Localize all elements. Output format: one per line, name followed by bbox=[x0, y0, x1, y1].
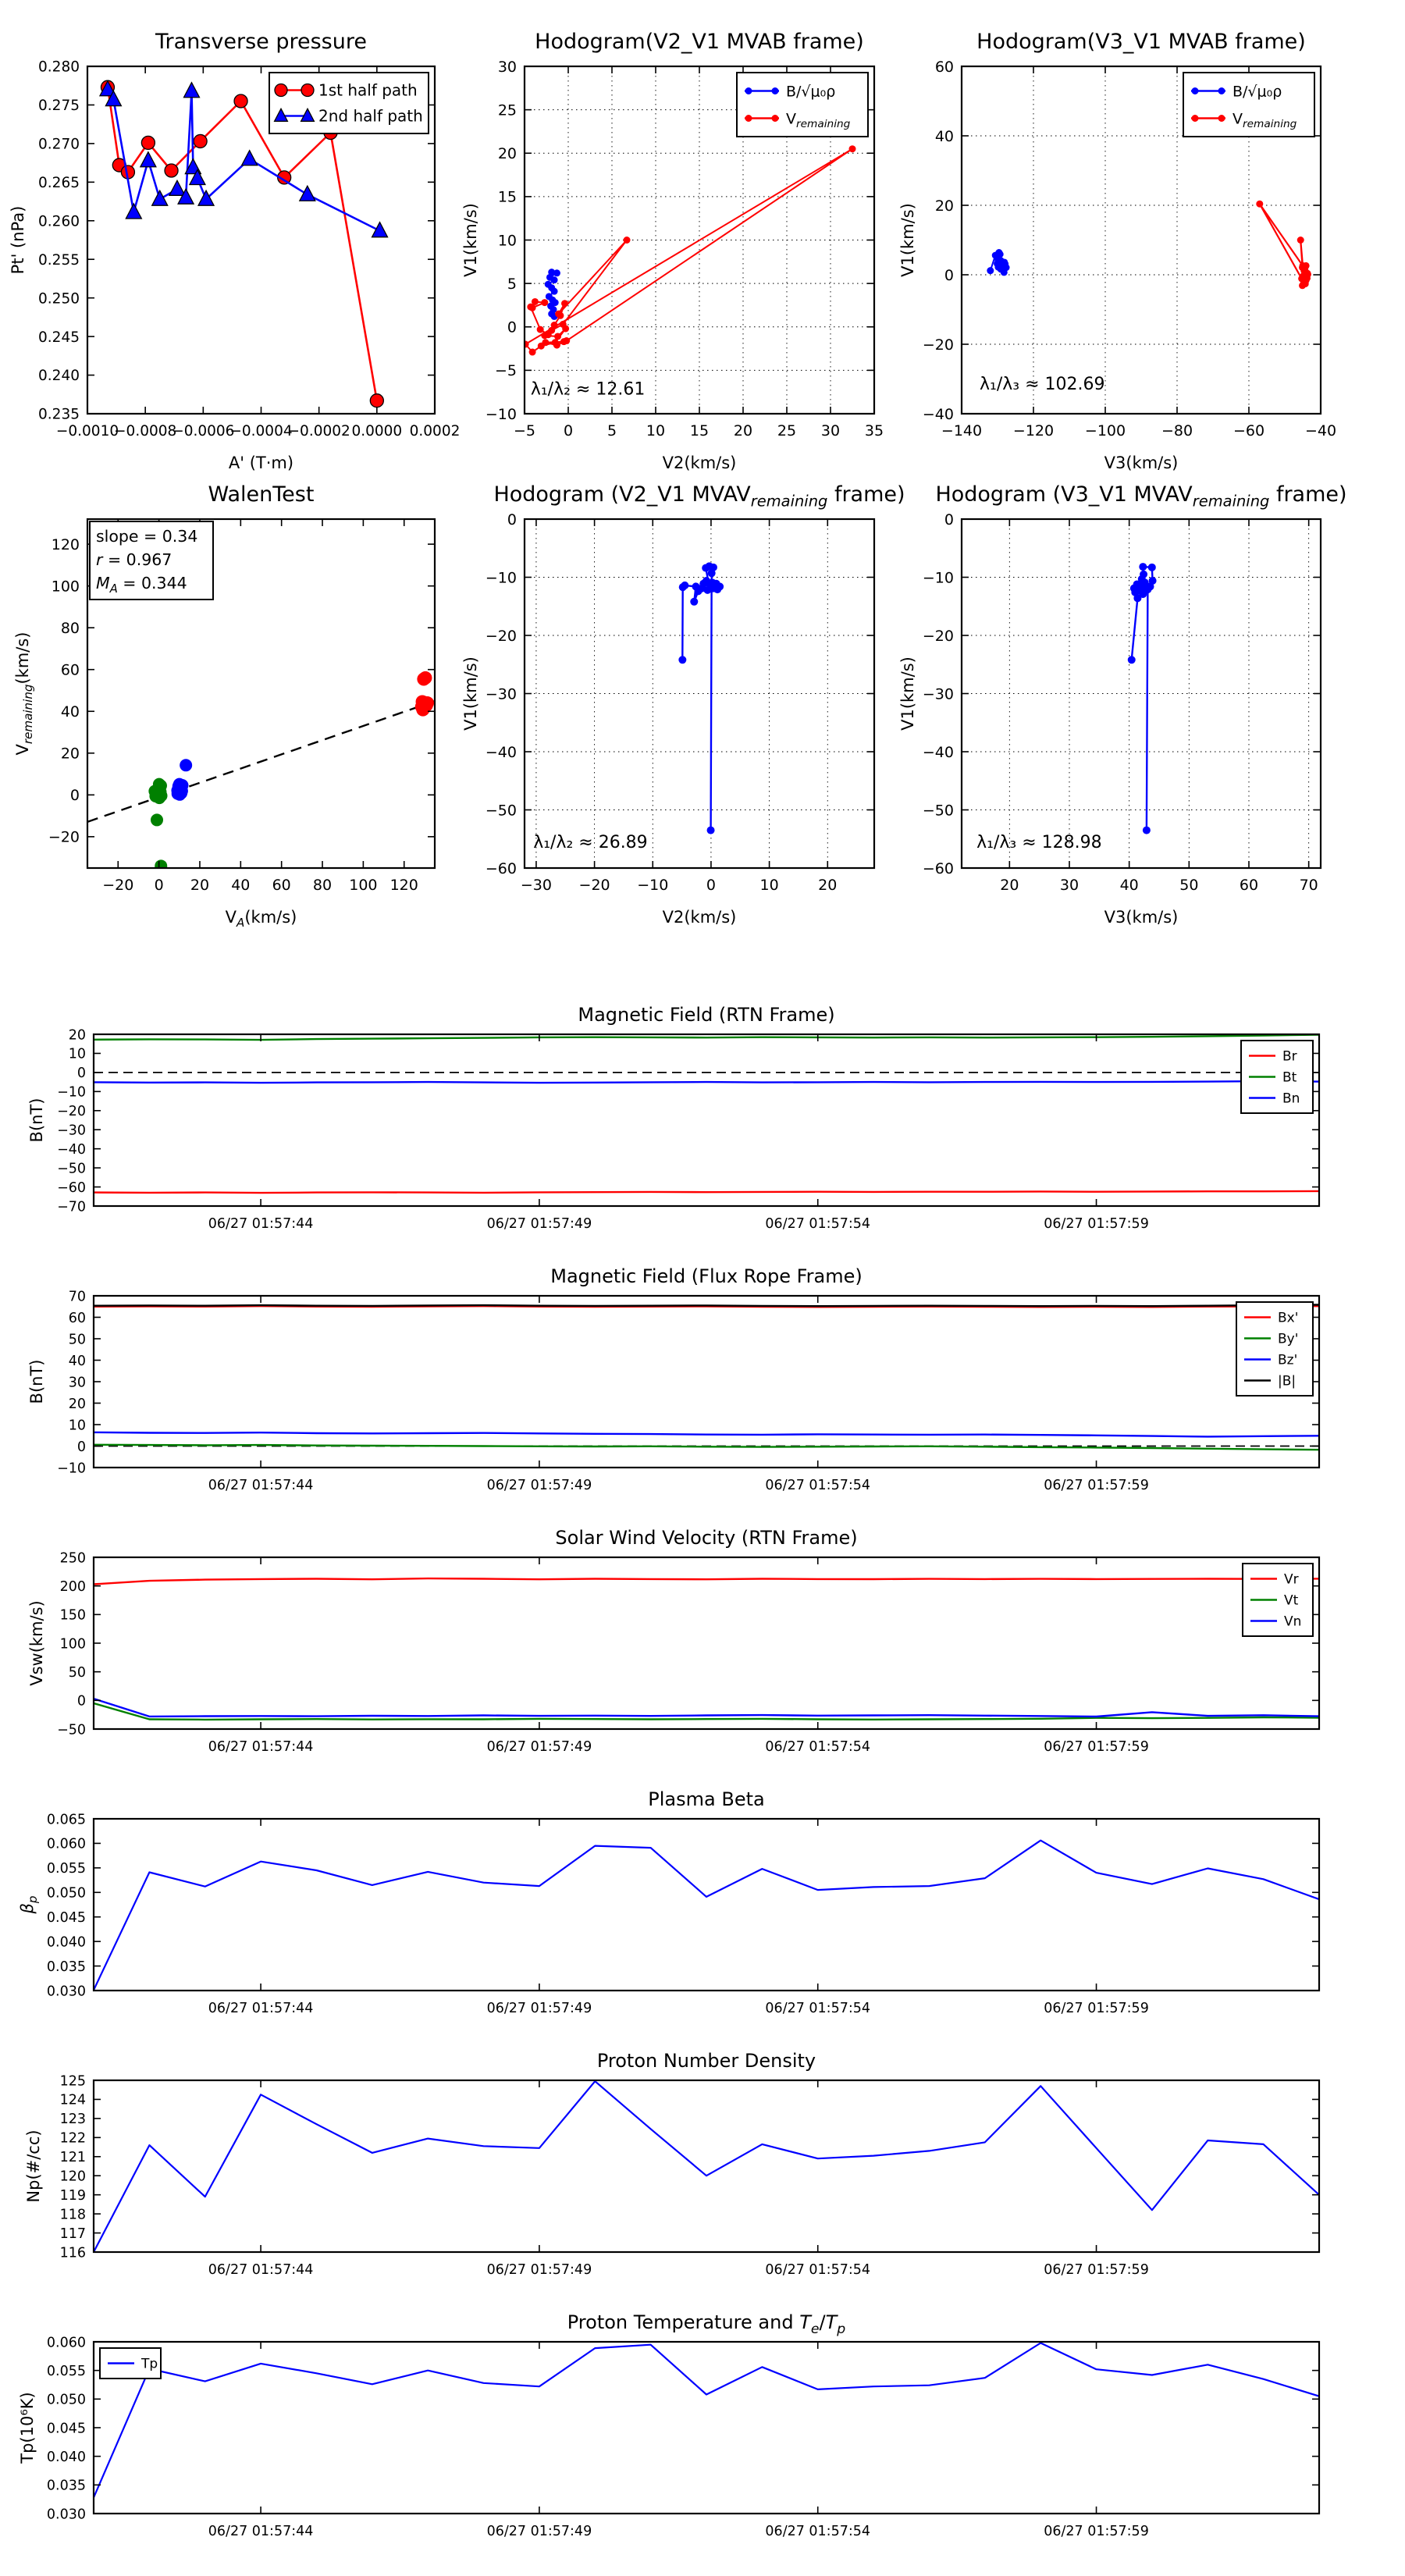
y-tick-label: 0 bbox=[76, 1439, 86, 1455]
y-axis-label: Vsw(km/s) bbox=[27, 1600, 46, 1686]
y-tick-label: 0.270 bbox=[38, 136, 80, 153]
x-tick-label: −5 bbox=[513, 422, 536, 439]
x-tick-label: 06/27 01:57:44 bbox=[208, 2262, 314, 2278]
chart-title: Plasma Beta bbox=[648, 1788, 765, 1810]
x-tick-label: −20 bbox=[578, 877, 610, 894]
legend bbox=[269, 73, 429, 133]
y-tick-label: −10 bbox=[485, 405, 517, 423]
y-tick-label: 0.035 bbox=[46, 1959, 86, 1975]
y-tick-label: 25 bbox=[497, 101, 517, 119]
x-tick-label: 06/27 01:57:59 bbox=[1044, 1739, 1149, 1755]
y-tick-label: 118 bbox=[59, 2207, 86, 2223]
x-tick-label: −100 bbox=[1084, 422, 1126, 439]
x-tick-label: 06/27 01:57:44 bbox=[208, 1216, 314, 1232]
y-tick-label: 123 bbox=[59, 2112, 86, 2128]
y-tick-label: 40 bbox=[60, 703, 80, 721]
legend-label: Vn bbox=[1284, 1614, 1302, 1630]
y-tick-label: 0.245 bbox=[38, 329, 80, 346]
y-tick-label: 20 bbox=[934, 197, 954, 215]
y-tick-label: 0.055 bbox=[46, 2363, 86, 2379]
legend bbox=[100, 2348, 161, 2379]
legend-label: Vt bbox=[1284, 1592, 1299, 1609]
y-tick-label: −30 bbox=[922, 685, 954, 703]
legend-label: $V_{remaining}$ bbox=[786, 110, 851, 130]
x-axis-label: V2(km/s) bbox=[662, 454, 737, 472]
stats-textbox bbox=[90, 521, 213, 600]
y-tick-label: 10 bbox=[497, 232, 517, 250]
y-tick-label: 0.065 bbox=[46, 1812, 86, 1828]
y-tick-label: 60 bbox=[934, 58, 954, 76]
legend bbox=[1236, 1302, 1313, 1396]
y-tick-label: 0 bbox=[944, 511, 954, 528]
y-tick-label: 0.280 bbox=[38, 59, 80, 76]
x-tick-label: 70 bbox=[1299, 877, 1318, 894]
x-tick-label: 06/27 01:57:49 bbox=[486, 1739, 592, 1755]
y-tick-label: 20 bbox=[497, 145, 517, 163]
x-tick-label: 60 bbox=[1239, 877, 1259, 894]
x-tick-label: 80 bbox=[312, 877, 333, 894]
legend-label: Bz' bbox=[1278, 1352, 1298, 1368]
y-axis-label: B(nT) bbox=[27, 1098, 46, 1143]
y-tick-label: 0.255 bbox=[38, 251, 80, 269]
x-tick-label: −10 bbox=[637, 877, 669, 894]
chart-title: Hodogram (V3_V1 $MVAV_{remaining}$ frame) bbox=[935, 482, 1347, 511]
x-tick-label: 06/27 01:57:54 bbox=[765, 2524, 871, 2539]
legend-label: Br bbox=[1282, 1048, 1297, 1065]
y-tick-label: 20 bbox=[68, 1396, 86, 1412]
y-tick-label: 0.045 bbox=[46, 1910, 86, 1927]
chart-title: Solar Wind Velocity (RTN Frame) bbox=[555, 1527, 858, 1549]
y-tick-label: 80 bbox=[60, 620, 80, 638]
x-tick-label: 20 bbox=[1000, 877, 1019, 894]
x-tick-label: 35 bbox=[864, 422, 884, 439]
chart-title: Magnetic Field (RTN Frame) bbox=[578, 1004, 835, 1026]
chart-title: Magnetic Field (Flux Rope Frame) bbox=[550, 1265, 863, 1287]
y-tick-label: −10 bbox=[57, 1461, 86, 1477]
y-tick-label: 60 bbox=[60, 661, 80, 679]
y-tick-label: 0.040 bbox=[46, 1934, 86, 1951]
x-tick-label: 10 bbox=[646, 422, 666, 439]
y-tick-label: 0.055 bbox=[46, 1861, 86, 1877]
legend bbox=[1183, 73, 1314, 137]
y-axis-label: $\beta_p$ bbox=[18, 1895, 41, 1914]
y-tick-label: 10 bbox=[68, 1046, 86, 1062]
y-tick-label: 100 bbox=[59, 1636, 86, 1653]
y-tick-label: −60 bbox=[485, 859, 517, 877]
legend bbox=[1243, 1564, 1313, 1636]
x-tick-label: −20 bbox=[102, 877, 134, 894]
y-tick-label: 0.050 bbox=[46, 2392, 86, 2408]
x-tick-label: 20 bbox=[190, 877, 210, 894]
x-tick-label: 0 bbox=[563, 422, 574, 439]
chart-title: WalenTest bbox=[208, 482, 315, 507]
x-tick-label: −120 bbox=[1012, 422, 1055, 439]
y-axis-label: $V_{remaining}(km/s)$ bbox=[13, 632, 36, 756]
y-tick-label: 40 bbox=[934, 127, 954, 145]
legend-label: Bn bbox=[1282, 1091, 1300, 1107]
y-tick-label: −50 bbox=[485, 802, 517, 820]
legend-label: Vr bbox=[1284, 1571, 1299, 1588]
x-tick-label: 30 bbox=[1059, 877, 1080, 894]
y-tick-label: −20 bbox=[922, 336, 954, 354]
x-tick-label: 50 bbox=[1179, 877, 1199, 894]
legend bbox=[1241, 1041, 1313, 1113]
lambda-annotation: λ₁/λ₃ ≈ 128.98 bbox=[976, 832, 1102, 852]
y-tick-label: 122 bbox=[59, 2130, 86, 2147]
x-tick-label: 06/27 01:57:59 bbox=[1044, 2262, 1149, 2278]
x-tick-label: −140 bbox=[941, 422, 983, 439]
y-tick-label: 0 bbox=[507, 318, 517, 336]
x-tick-label: −40 bbox=[1304, 422, 1337, 439]
y-tick-label: −10 bbox=[922, 569, 954, 587]
legend-label: 1st half path bbox=[318, 80, 418, 100]
x-tick-label: 0 bbox=[154, 877, 164, 894]
x-tick-label: 06/27 01:57:44 bbox=[208, 1478, 314, 1493]
x-tick-label: 25 bbox=[777, 422, 797, 439]
legend-label: B/√μ₀ρ bbox=[786, 83, 836, 101]
x-tick-label: −0.0002 bbox=[287, 423, 350, 439]
y-axis-label: Np(#/cc) bbox=[24, 2129, 43, 2203]
y-tick-label: 0.040 bbox=[46, 2449, 86, 2465]
y-tick-label: 0 bbox=[69, 787, 80, 805]
legend-label: Bx' bbox=[1278, 1310, 1299, 1326]
x-tick-label: −30 bbox=[520, 877, 552, 894]
x-tick-label: 06/27 01:57:49 bbox=[486, 2262, 592, 2278]
x-tick-label: 06/27 01:57:44 bbox=[208, 1739, 314, 1755]
x-tick-label: 06/27 01:57:59 bbox=[1044, 1216, 1149, 1232]
y-axis-label: V1(km/s) bbox=[461, 656, 480, 731]
x-tick-label: 100 bbox=[349, 877, 378, 894]
y-tick-label: 124 bbox=[59, 2092, 86, 2108]
lambda-annotation: λ₁/λ₂ ≈ 26.89 bbox=[533, 832, 648, 852]
y-tick-label: −30 bbox=[485, 685, 517, 703]
x-axis-label: $V_A(km/s)$ bbox=[225, 908, 297, 930]
y-tick-label: −50 bbox=[57, 1161, 86, 1177]
y-tick-label: 150 bbox=[59, 1607, 86, 1624]
chart-title: Hodogram(V3_V1 MVAB frame) bbox=[976, 30, 1306, 54]
x-tick-label: 06/27 01:57:54 bbox=[765, 2001, 871, 2016]
lambda-annotation: λ₁/λ₂ ≈ 12.61 bbox=[530, 379, 646, 400]
y-tick-label: 0.060 bbox=[46, 1836, 86, 1852]
y-tick-label: 0.050 bbox=[46, 1885, 86, 1902]
y-tick-label: −10 bbox=[485, 569, 517, 587]
y-tick-label: 30 bbox=[68, 1375, 86, 1391]
y-tick-label: 0.060 bbox=[46, 2335, 86, 2351]
y-tick-label: 0 bbox=[507, 511, 517, 528]
x-tick-label: −0.0004 bbox=[229, 423, 293, 439]
y-tick-label: 0 bbox=[944, 266, 954, 284]
y-tick-label: 0 bbox=[76, 1066, 86, 1082]
y-tick-label: 121 bbox=[59, 2150, 86, 2166]
y-tick-label: 117 bbox=[59, 2226, 86, 2242]
legend bbox=[737, 73, 868, 137]
y-tick-label: 0.045 bbox=[46, 2421, 86, 2437]
x-axis-label: V2(km/s) bbox=[662, 908, 737, 927]
y-tick-label: 100 bbox=[51, 578, 80, 596]
x-tick-label: 06/27 01:57:44 bbox=[208, 2001, 314, 2016]
y-tick-label: −40 bbox=[57, 1141, 86, 1158]
y-tick-label: −40 bbox=[922, 743, 954, 761]
x-tick-label: 0.0000 bbox=[351, 423, 403, 439]
legend-label: $V_{remaining}$ bbox=[1232, 110, 1297, 130]
legend-label: Tp bbox=[141, 2356, 158, 2372]
y-tick-label: 0.265 bbox=[38, 174, 80, 191]
y-tick-label: 50 bbox=[68, 1332, 86, 1348]
y-tick-label: 70 bbox=[68, 1289, 86, 1305]
y-tick-label: 0.030 bbox=[46, 1984, 86, 2000]
y-tick-label: −50 bbox=[57, 1722, 86, 1738]
x-tick-label: 06/27 01:57:59 bbox=[1044, 1478, 1149, 1493]
y-tick-label: −30 bbox=[57, 1123, 86, 1139]
y-tick-label: −40 bbox=[922, 405, 954, 423]
y-tick-label: 30 bbox=[497, 58, 517, 76]
y-tick-label: −20 bbox=[922, 627, 954, 645]
y-tick-label: 20 bbox=[60, 745, 80, 763]
x-tick-label: 60 bbox=[272, 877, 291, 894]
stats-line: slope = 0.34 bbox=[96, 527, 198, 546]
x-tick-label: −0.0010 bbox=[55, 423, 119, 439]
x-tick-label: 06/27 01:57:54 bbox=[765, 1739, 871, 1755]
x-tick-label: 15 bbox=[689, 422, 710, 439]
x-tick-label: 20 bbox=[818, 877, 838, 894]
chart-title: Hodogram(V2_V1 MVAB frame) bbox=[535, 30, 864, 54]
y-axis-label: B(nT) bbox=[27, 1359, 46, 1404]
y-axis-label: V1(km/s) bbox=[898, 656, 917, 731]
x-tick-label: 0.0002 bbox=[409, 423, 461, 439]
x-tick-label: 120 bbox=[389, 877, 418, 894]
y-tick-label: 116 bbox=[59, 2245, 86, 2261]
legend-label: 2nd half path bbox=[318, 106, 423, 126]
x-tick-label: 06/27 01:57:49 bbox=[486, 1478, 592, 1493]
y-tick-label: 50 bbox=[68, 1664, 86, 1681]
legend-label: B/√μ₀ρ bbox=[1232, 83, 1282, 101]
y-tick-label: 0.235 bbox=[38, 406, 80, 423]
y-tick-label: 40 bbox=[68, 1353, 86, 1369]
chart-title: Proton Temperature and $T_e/T_p$ bbox=[567, 2311, 846, 2337]
y-tick-label: −20 bbox=[485, 627, 517, 645]
y-tick-label: 120 bbox=[59, 2169, 86, 2185]
y-tick-label: −60 bbox=[922, 859, 954, 877]
y-tick-label: 119 bbox=[59, 2187, 86, 2204]
y-tick-label: −50 bbox=[922, 802, 954, 820]
y-tick-label: 0.240 bbox=[38, 368, 80, 385]
stats-line: $M_A = 0.344$ bbox=[96, 574, 187, 596]
legend-label: Bt bbox=[1282, 1069, 1297, 1086]
y-tick-label: 5 bbox=[507, 275, 517, 293]
y-tick-label: 0.250 bbox=[38, 290, 80, 308]
y-tick-label: 125 bbox=[59, 2073, 86, 2090]
x-tick-label: 06/27 01:57:54 bbox=[765, 1216, 871, 1232]
y-tick-label: 0.030 bbox=[46, 2507, 86, 2523]
lambda-annotation: λ₁/λ₃ ≈ 102.69 bbox=[980, 374, 1105, 394]
stats-line: r = 0.967 bbox=[96, 550, 173, 569]
legend-label: |B| bbox=[1278, 1373, 1297, 1389]
y-axis-label: Tp(10⁶K) bbox=[18, 2392, 37, 2464]
x-tick-label: 06/27 01:57:54 bbox=[765, 1478, 871, 1493]
x-tick-label: −60 bbox=[1232, 422, 1265, 439]
x-axis-label: A' (T·m) bbox=[228, 454, 294, 472]
y-axis-label: V1(km/s) bbox=[898, 203, 917, 277]
x-tick-label: 06/27 01:57:54 bbox=[765, 2262, 871, 2278]
x-tick-label: 30 bbox=[820, 422, 841, 439]
x-tick-label: 20 bbox=[733, 422, 753, 439]
y-axis-label: V1(km/s) bbox=[461, 203, 480, 277]
y-tick-label: 200 bbox=[59, 1578, 86, 1595]
x-axis-label: V3(km/s) bbox=[1104, 454, 1179, 472]
x-axis-label: V3(km/s) bbox=[1104, 908, 1179, 927]
y-tick-label: 10 bbox=[68, 1418, 86, 1434]
x-tick-label: 06/27 01:57:49 bbox=[486, 2524, 592, 2539]
x-tick-label: 06/27 01:57:49 bbox=[486, 2001, 592, 2016]
y-tick-label: 0.275 bbox=[38, 98, 80, 115]
chart-title: Transverse pressure bbox=[155, 30, 367, 54]
y-tick-label: 0.260 bbox=[38, 213, 80, 230]
x-tick-label: −80 bbox=[1161, 422, 1193, 439]
x-tick-label: 06/27 01:57:49 bbox=[486, 1216, 592, 1232]
y-tick-label: −20 bbox=[48, 828, 80, 846]
x-tick-label: 10 bbox=[759, 877, 779, 894]
y-tick-label: 250 bbox=[59, 1550, 86, 1567]
x-tick-label: 06/27 01:57:44 bbox=[208, 2524, 314, 2539]
y-tick-label: −20 bbox=[57, 1104, 86, 1120]
x-tick-label: 40 bbox=[1119, 877, 1139, 894]
chart-title: Proton Number Density bbox=[596, 2050, 816, 2072]
y-tick-label: −10 bbox=[57, 1084, 86, 1101]
y-tick-label: −40 bbox=[485, 743, 517, 761]
y-tick-label: 20 bbox=[68, 1027, 86, 1044]
x-tick-label: 06/27 01:57:59 bbox=[1044, 2524, 1149, 2539]
y-tick-label: −70 bbox=[57, 1199, 86, 1215]
y-tick-label: 0 bbox=[76, 1693, 86, 1710]
y-axis-label: Pt' (nPa) bbox=[9, 205, 27, 275]
chart-title: Hodogram (V2_V1 $MVAV_{remaining}$ frame) bbox=[493, 482, 905, 511]
y-tick-label: 0.035 bbox=[46, 2478, 86, 2494]
y-tick-label: 15 bbox=[497, 188, 517, 206]
x-tick-label: −0.0008 bbox=[114, 423, 177, 439]
x-tick-label: 06/27 01:57:59 bbox=[1044, 2001, 1149, 2016]
y-tick-label: −60 bbox=[57, 1179, 86, 1196]
x-tick-label: 40 bbox=[231, 877, 251, 894]
y-tick-label: −5 bbox=[494, 362, 517, 380]
x-tick-label: −0.0006 bbox=[172, 423, 235, 439]
x-tick-label: 0 bbox=[706, 877, 716, 894]
y-tick-label: 120 bbox=[51, 535, 80, 553]
legend-label: By' bbox=[1278, 1331, 1299, 1347]
x-tick-label: 5 bbox=[606, 422, 617, 439]
y-tick-label: 60 bbox=[68, 1310, 86, 1326]
